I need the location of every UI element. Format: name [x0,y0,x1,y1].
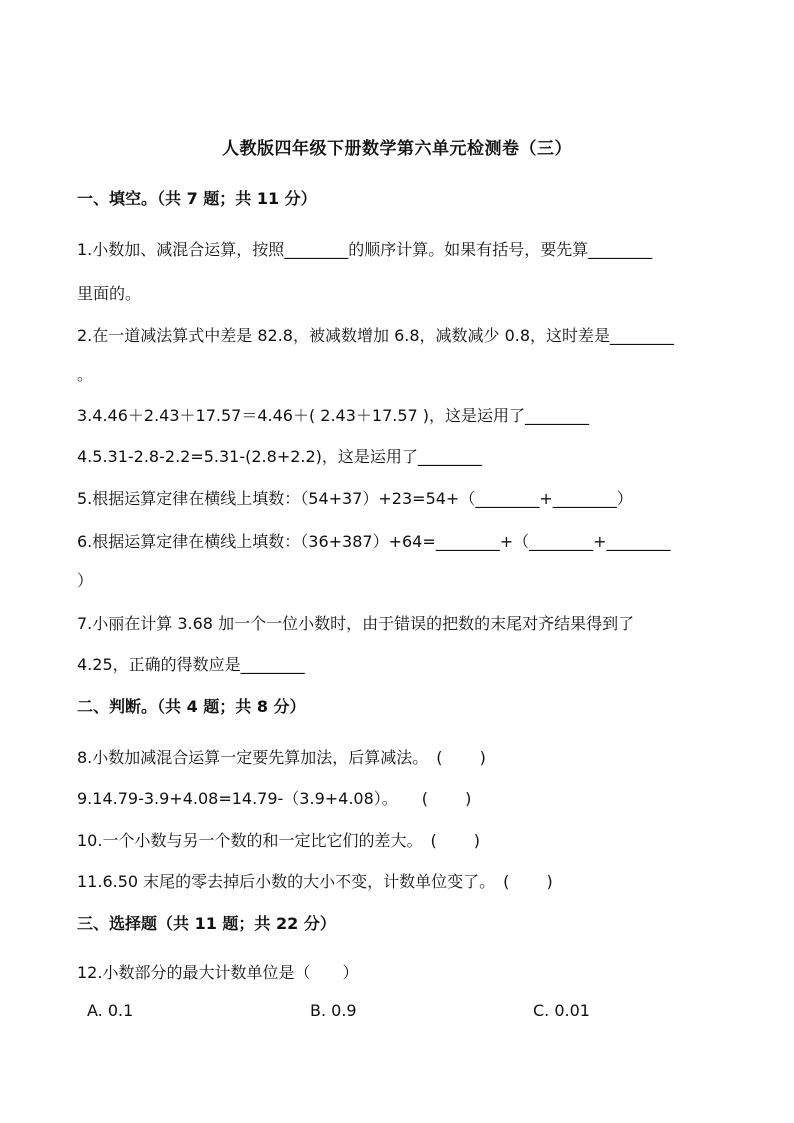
question-3: 3.4.46＋2.43＋17.57＝4.46＋( 2.43＋17.57 )，这是运用了________ [77,406,590,425]
question-1: 1.小数加、减混合运算，按照________的顺序计算。如果有括号，要先算________ [77,240,653,259]
question-12: 12.小数部分的最大计数单位是（ ） [77,963,359,982]
question-5: 5.根据运算定律在横线上填数：（54+37）+23=54+（________+________） [77,489,633,508]
section-heading-true-false: 二、判断。（共 4 题；共 8 分） [77,697,306,716]
option-b: B. 0.9 [310,1001,357,1020]
section-heading-multiple-choice: 三、选择题（共 11 题；共 22 分） [77,914,336,933]
section-heading-fill-blank: 一、填空。（共 7 题；共 11 分） [77,189,317,208]
question-11: 11.6.50 末尾的零去掉后小数的大小不变，计数单位变了。 ( ) [77,872,553,891]
question-8: 8.小数加减混合运算一定要先算加法，后算减法。 ( ) [77,748,486,767]
question-4: 4.5.31-2.8-2.2=5.31-(2.8+2.2)，这是运用了________ [77,447,482,466]
question-6: 6.根据运算定律在横线上填数：（36+387）+64=________+（________+________ [77,532,671,551]
option-a: A. 0.1 [87,1001,134,1020]
question-7: 7.小丽在计算 3.68 加一个一位小数时，由于错误的把数的末尾对齐结果得到了 [77,614,635,633]
question-1-continuation: 里面的。 [77,284,142,303]
question-2: 2.在一道减法算式中差是 82.8，被减数增加 6.8，减数减少 0.8，这时差是________ [77,326,675,345]
option-c: C. 0.01 [533,1001,590,1020]
page-title: 人教版四年级下册数学第六单元检测卷（三） [222,139,572,159]
question-2-continuation: 。 [77,365,94,384]
question-9: 9.14.79-3.9+4.08=14.79-（3.9+4.08）。 ( ) [77,789,472,808]
question-10: 10.一个小数与另一个数的和一定比它们的差大。 ( ) [77,831,481,850]
question-6-continuation: ） [77,571,94,590]
question-7-continuation: 4.25，正确的得数应是________ [77,655,305,674]
